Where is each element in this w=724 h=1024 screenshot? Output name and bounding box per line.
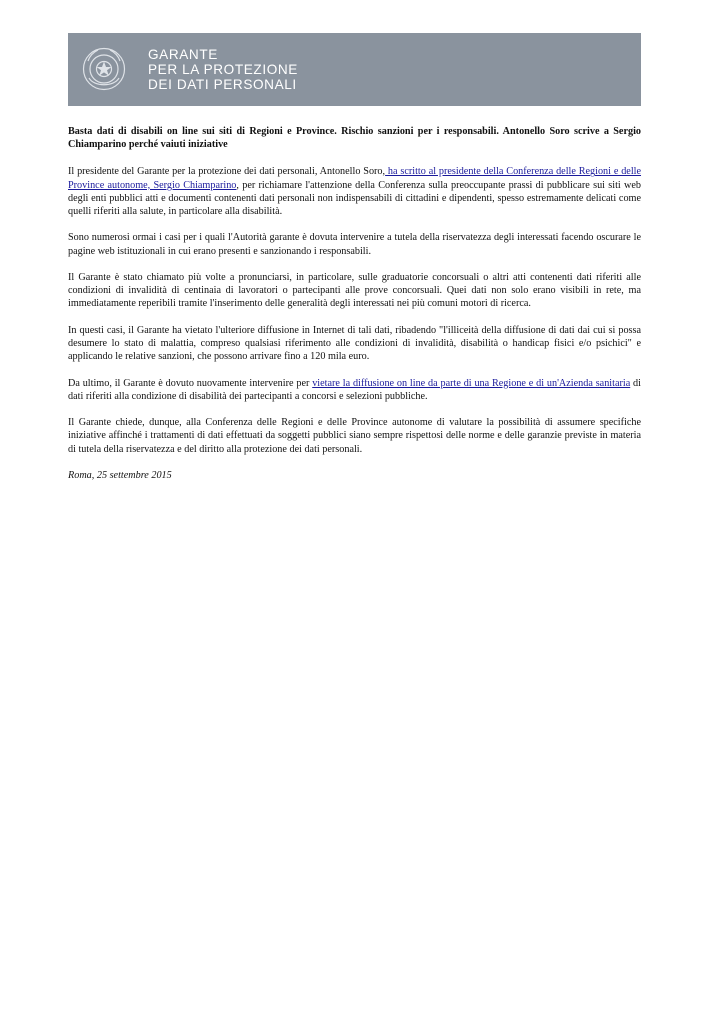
paragraph-4: In questi casi, il Garante ha vietato l'ulteriore diffusione in Internet di tali dati, ribadendo "l'illiceità della diffusione di dati dai cui si possa desumere lo stato di malattia, compreso qualsiasi riferimento alle condizioni di invalidità, disabilità o handicap fisici e/o psichici" e applicando le relative sanzioni, che possono arrivare fino a 120 mila euro. (68, 324, 641, 363)
letter-to-conference-link[interactable]: ha scritto al presidente della Conferenza delle Regioni e delle Province autonome, Sergio Chiamparino (68, 166, 642, 191)
document-body (68, 125, 641, 482)
organization-name (148, 47, 298, 93)
paragraph-1-text-end: , per richiamare l'attenzione della Conferenza sulla preoccupante prassi di pubblicare sui siti web degli enti pubblici atti e documenti contenenti dati personali non indispensabili di cittadini e dipendenti, spesso estremamente delicati come quelli riferiti alla salute, in particolare alla disabilità. (68, 179, 641, 218)
org-line-2: PER LA PROTEZIONE (148, 62, 298, 78)
document-date: Roma, 25 settembre 2015 (68, 469, 172, 481)
paragraph-1 (68, 165, 641, 218)
paragraph-3: Il Garante è stato chiamato più volte a pronunciarsi, in particolare, sulle graduatorie concorsuali o altri atti contenenti dati riferiti alle condizioni di invalidità di centinaia di lavoratori o partecipanti alle prove concorsuali. Quei dati non solo erano visibili in rete, ma immediatamente reperibili tramite l'inserimento delle generalità degli interessati nei più comuni motori di ricerca. (68, 272, 641, 310)
header-banner (68, 33, 641, 106)
prohibition-decision-link[interactable]: vietare la diffusione on line da parte di una Regione e di un'Azienda sanitaria (312, 377, 631, 389)
org-line-1: GARANTE (148, 47, 218, 62)
paragraph-2: Sono numerosi ormai i casi per i quali l'Autorità garante è dovuta intervenire a tutela della riservatezza degli interessati facendo oscurare le pagine web istituzionali in cui erano presenti e sanzionando i responsabili. (68, 232, 641, 257)
paragraph-6: Il Garante chiede, dunque, alla Conferenza delle Regioni e delle Province autonome di valutare la possibilità di assumere specifiche iniziative affinché i trattamenti di dati effettuati da soggetti pubblici siano sempre rispettosi delle norme e delle garanzie previste in materia di tutela della riservatezza e del diritto alla protezione dei dati personali. (68, 417, 641, 455)
document-title: Basta dati di disabili on line sui siti di Regioni e Province. Rischio sanzioni per i responsabili. Antonello Soro scrive a Sergio Chiamparino perché vaiuti iniziative (68, 126, 641, 151)
paragraph-5 (68, 377, 641, 403)
paragraph-5-text-end: di dati riferiti alla condizione di disabilità dei partecipanti a concorsi e selezioni pubbliche. (68, 377, 641, 402)
italian-republic-emblem-icon (80, 45, 128, 93)
paragraph-5-text-start: Da ultimo, il Garante è dovuto nuovamente intervenire per (68, 377, 313, 389)
org-line-3: DEI DATI PERSONALI (148, 77, 297, 93)
paragraph-1-text-start: Il presidente del Garante per la protezione dei dati personali, Antonello Soro, (68, 166, 386, 178)
